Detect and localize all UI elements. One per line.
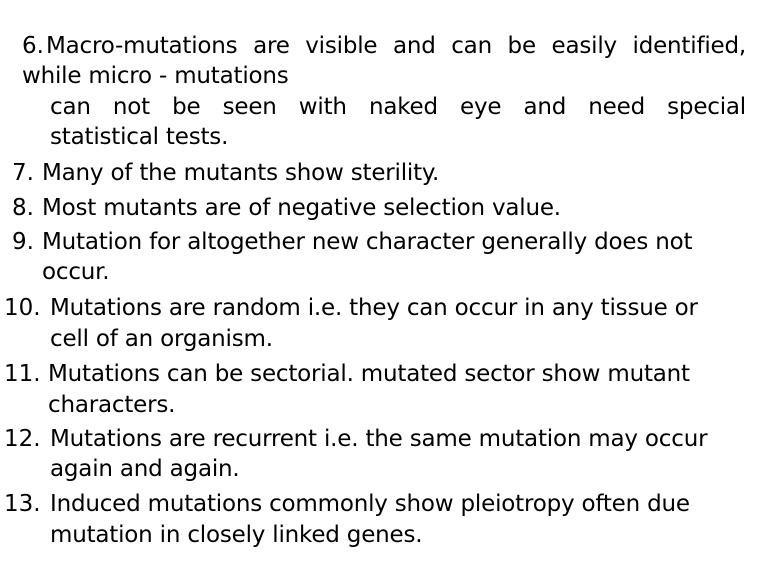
item-text-line: Mutations are recurrent i.e. the same mutation may occur — [50, 426, 708, 452]
item-text-line: characters. — [48, 392, 176, 418]
item-text-line: Many of the mutants show sterility. — [42, 160, 440, 186]
item-text-line: mutation in closely linked genes. — [50, 522, 423, 548]
item-text-line: Mutations can be sectorial. mutated sector show mutant — [48, 361, 690, 387]
item-number: 7. — [12, 160, 34, 186]
item-number: 13. — [4, 491, 41, 517]
item-text-line: again and again. — [50, 456, 240, 482]
item-text-line: Mutations are random i.e. they can occur in any tissue or — [50, 295, 698, 321]
item-text-line: Induced mutations commonly show pleiotropy often due — [50, 491, 690, 517]
item-text-line: while micro - mutations — [22, 63, 289, 89]
item-text-line: Mutation for altogether new character generally does not — [42, 229, 693, 255]
item-number: 11. — [4, 361, 41, 387]
item-number: 8. — [12, 195, 34, 221]
item-number: 12. — [4, 426, 41, 452]
item-number: 9. — [12, 229, 34, 255]
item-text-line: occur. — [42, 259, 110, 285]
item-number: 10. — [4, 295, 41, 321]
item-text-line: Most mutants are of negative selection value. — [42, 195, 561, 221]
item-text-line: can not be seen with naked eye and need special — [50, 94, 746, 120]
item-text-line: Macro-mutations are visible and can be easily identified, — [46, 33, 746, 59]
item-number: 6. — [22, 33, 44, 59]
item-text-line: cell of an organism. — [50, 326, 273, 352]
item-text-line: statistical tests. — [50, 124, 229, 150]
